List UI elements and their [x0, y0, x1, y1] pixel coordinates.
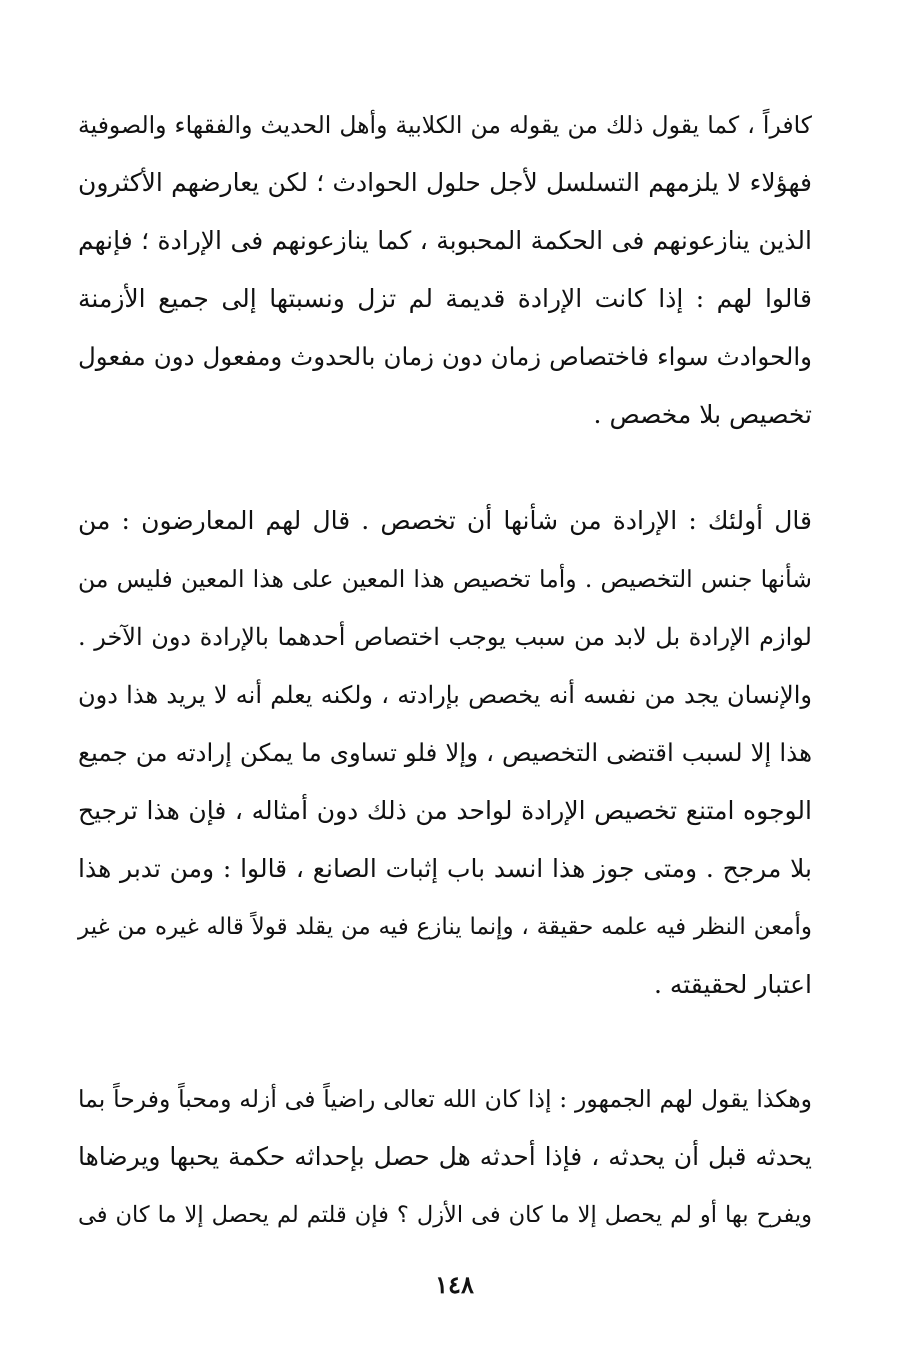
text-line: اعتبار لحقيقته .: [653, 970, 812, 999]
text-line: تخصيص بلا مخصص .: [593, 400, 812, 429]
text-line: فهؤلاء لا يلزمهم التسلسل لأجل حلول الحوادث ؛ لكن يعارضهم الأكثرون: [78, 168, 812, 197]
text-line: هذا إلا لسبب اقتضى التخصيص ، وإلا فلو تساوى ما يمكن إرادته من جميع: [78, 738, 812, 767]
text-line: الذين ينازعونهم فى الحكمة المحبوبة ، كما ينازعونهم فى الإرادة ؛ فإنهم: [78, 226, 812, 255]
text-line: وأمعن النظر فيه علمه حقيقة ، وإنما ينازع فيه من يقلد قولاً قاله غيره من غير: [78, 914, 812, 940]
text-line: كافراً ، كما يقول ذلك من يقوله من الكلابية وأهل الحديث والفقهاء والصوفية: [78, 111, 812, 139]
text-line: لوازم الإرادة بل لابد من سبب يوجب اختصاص أحدهما بالإرادة دون الآخر .: [78, 623, 812, 651]
text-line: وهكذا يقول لهم الجمهور : إذا كان الله تعالى راضياً فى أزله ومحباً وفرحاً بما: [78, 1085, 812, 1113]
text-line: قالوا لهم : إذا كانت الإرادة قديمة لم تزل ونسبتها إلى جميع الأزمنة: [78, 284, 812, 313]
text-line: شأنها جنس التخصيص . وأما تخصيص هذا المعين على هذا المعين فليس من: [78, 565, 812, 593]
text-line: والإنسان يجد من نفسه أنه يخصص بإرادته ، ولكنه يعلم أنه لا يريد هذا دون: [78, 681, 812, 709]
text-line: يحدثه قبل أن يحدثه ، فإذا أحدثه هل حصل بإحداثه حكمة يحبها ويرضاها: [78, 1142, 812, 1171]
paragraph-2: [78, 492, 812, 1014]
page-number: ١٤٨: [435, 1270, 474, 1299]
paragraph-1: [78, 96, 812, 444]
paragraph-3: [78, 1070, 812, 1244]
text-line: قال أولئك : الإرادة من شأنها أن تخصص . قال لهم المعارضون : من: [78, 506, 812, 535]
text-line: ويفرح بها أو لم يحصل إلا ما كان فى الأزل ؟ فإن قلتم لم يحصل إلا ما كان فى: [78, 1202, 812, 1228]
text-line: بلا مرجح . ومتى جوز هذا انسد باب إثبات الصانع ، قالوا : ومن تدبر هذا: [78, 854, 812, 883]
text-line: الوجوه امتنع تخصيص الإرادة لواحد من ذلك دون أمثاله ، فإن هذا ترجيح: [78, 796, 812, 825]
text-line: والحوادث سواء فاختصاص زمان دون زمان بالحدوث ومفعول دون مفعول: [78, 342, 812, 371]
